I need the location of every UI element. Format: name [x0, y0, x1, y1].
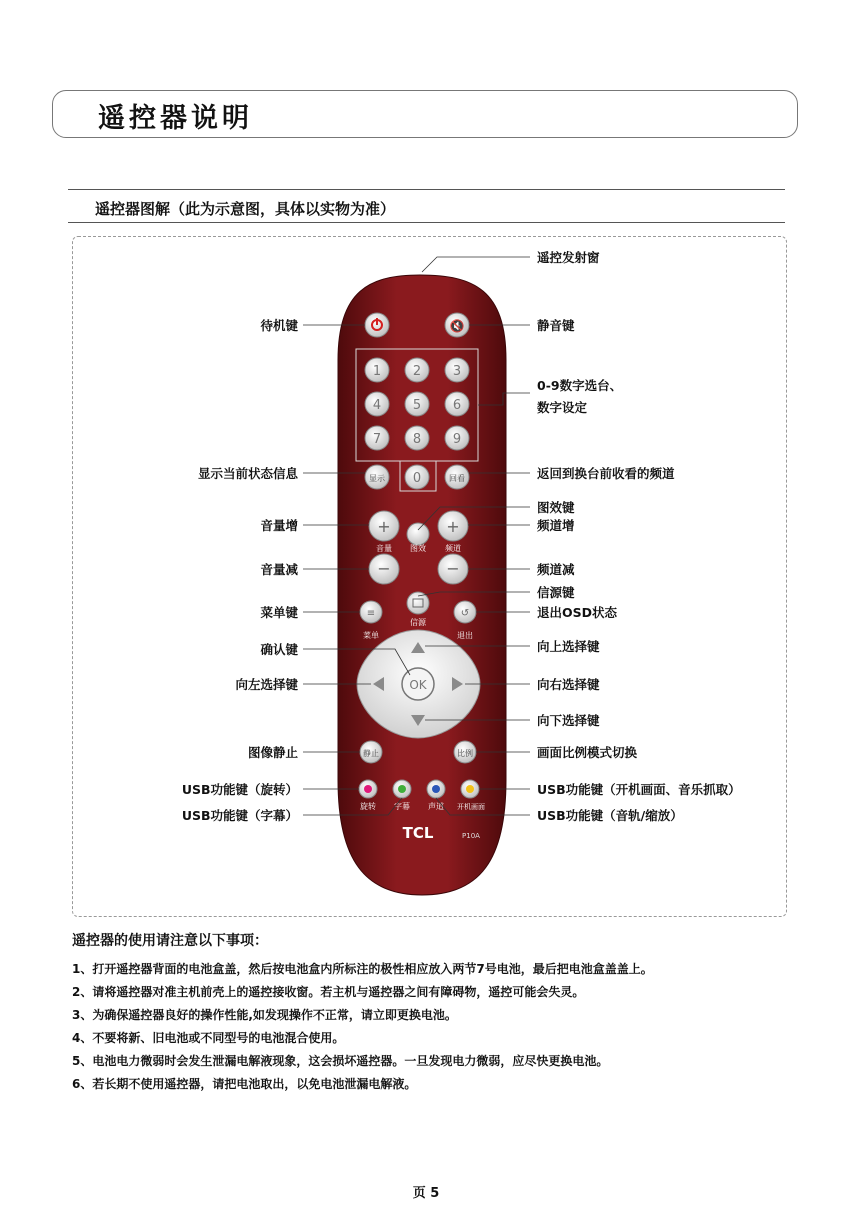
page-title: 遥控器说明 [98, 103, 253, 134]
menu-label: 菜单 [363, 631, 379, 640]
callout-standby: 待机键 [260, 318, 298, 333]
note-1: 1、打开遥控器背面的电池盒盖，然后按电池盒内所标注的极性相应放入两节7号电池，最后把电池盒盖盖上。 [72, 962, 653, 976]
digit-label-1: 2 [412, 364, 422, 379]
menu-icon: ≡ [366, 608, 376, 619]
callout-usb-audio: USB功能键（音轨/缩放） [537, 808, 683, 823]
effect-button [407, 523, 429, 545]
callout-digits-2: 数字设定 [537, 400, 588, 415]
callout-down: 向下选择键 [537, 713, 600, 728]
callout-ch-up: 频道增 [537, 518, 575, 533]
channel-label: 频道 [445, 544, 461, 553]
yellow-key-dot [466, 785, 474, 793]
boot-label: 开机画面 [457, 803, 485, 811]
digit-label-0: 1 [372, 364, 382, 379]
callout-ch-down: 频道减 [537, 562, 575, 577]
callout-vol-up: 音量增 [260, 518, 298, 533]
mute-icon: 🔇 [449, 319, 465, 333]
callout-vol-down: 音量减 [260, 562, 298, 577]
digit-label-3: 4 [372, 398, 382, 413]
digit-label-6: 7 [372, 432, 382, 447]
callout-usb-boot: USB功能键（开机画面、音乐抓取） [537, 782, 741, 797]
brand-logo: TCL [402, 824, 434, 842]
callout-left: 向左选择键 [235, 677, 298, 692]
vol-down-glyph: − [377, 559, 391, 578]
notes-title: 遥控器的使用请注意以下事项： [72, 933, 268, 949]
source-button [407, 592, 429, 614]
exit-icon: ↺ [460, 608, 470, 619]
effect-label: 图效 [410, 544, 426, 553]
source-label: 信源 [410, 618, 426, 627]
volume-label: 音量 [376, 544, 392, 553]
recall-label: 回看 [449, 474, 465, 483]
aspect-label: 比例 [457, 749, 473, 758]
callout-menu: 菜单键 [260, 605, 298, 620]
freeze-label: 静止 [363, 749, 379, 758]
digit-label-9: 0 [412, 471, 422, 486]
callout-right: 向右选择键 [537, 677, 600, 692]
callout-recall: 返回到换台前收看的频道 [537, 466, 675, 481]
callout-mute: 静音键 [537, 318, 575, 333]
note-6: 6、若长期不使用遥控器，请把电池取出，以免电池泄漏电解液。 [72, 1077, 417, 1091]
model-label: P10A [462, 832, 480, 840]
callout-freeze: 图像静止 [247, 745, 298, 760]
ok-label: OK [409, 678, 427, 692]
digit-label-7: 8 [412, 432, 422, 447]
callout-ok: 确认键 [260, 642, 298, 657]
callout-display: 显示当前状态信息 [197, 466, 298, 481]
digit-label-5: 6 [452, 398, 462, 413]
digit-label-2: 3 [452, 364, 462, 379]
callout-digits-1: 0-9数字选台、 [537, 378, 623, 393]
audio-label: 声道 [428, 802, 444, 811]
red-key-dot [364, 785, 372, 793]
blue-key-dot [432, 785, 440, 793]
note-5: 5、电池电力微弱时会发生泄漏电解液现象，这会损坏遥控器。一旦发现电力微弱，应尽快更换电池。 [72, 1054, 609, 1068]
note-2: 2、请将遥控器对准主机前壳上的遥控接收窗。若主机与遥控器之间有障碍物，遥控可能会失灵。 [72, 985, 585, 999]
callout-source: 信源键 [537, 585, 575, 600]
exit-label: 退出 [457, 631, 473, 640]
callout-up: 向上选择键 [537, 639, 600, 654]
callout-picture-effect: 图效键 [537, 500, 575, 515]
rotate-label: 旋转 [360, 802, 376, 811]
vol-up-glyph: + [377, 517, 391, 536]
display-label: 显示 [369, 474, 385, 483]
callout-emitter: 遥控发射窗 [537, 250, 600, 265]
digit-label-8: 9 [452, 432, 462, 447]
note-4: 4、不要将新、旧电池或不同型号的电池混合使用。 [72, 1031, 345, 1045]
note-3: 3、为确保遥控器良好的操作性能,如发现操作不正常，请立即更换电池。 [72, 1008, 457, 1022]
callout-usb-rotate: USB功能键（旋转） [181, 782, 298, 797]
ch-down-glyph: − [446, 559, 460, 578]
callout-exit: 退出OSD状态 [537, 605, 618, 620]
green-key-dot [398, 785, 406, 793]
callout-aspect: 画面比例模式切换 [537, 745, 638, 760]
callout-usb-subtitle: USB功能键（字幕） [181, 808, 298, 823]
digit-label-4: 5 [412, 398, 422, 413]
section-title: 遥控器图解（此为示意图，具体以实物为准） [95, 200, 396, 218]
ch-up-glyph: + [446, 517, 460, 536]
page-number: 页 5 [412, 1186, 440, 1201]
subtitle-label: 字幕 [394, 802, 410, 811]
